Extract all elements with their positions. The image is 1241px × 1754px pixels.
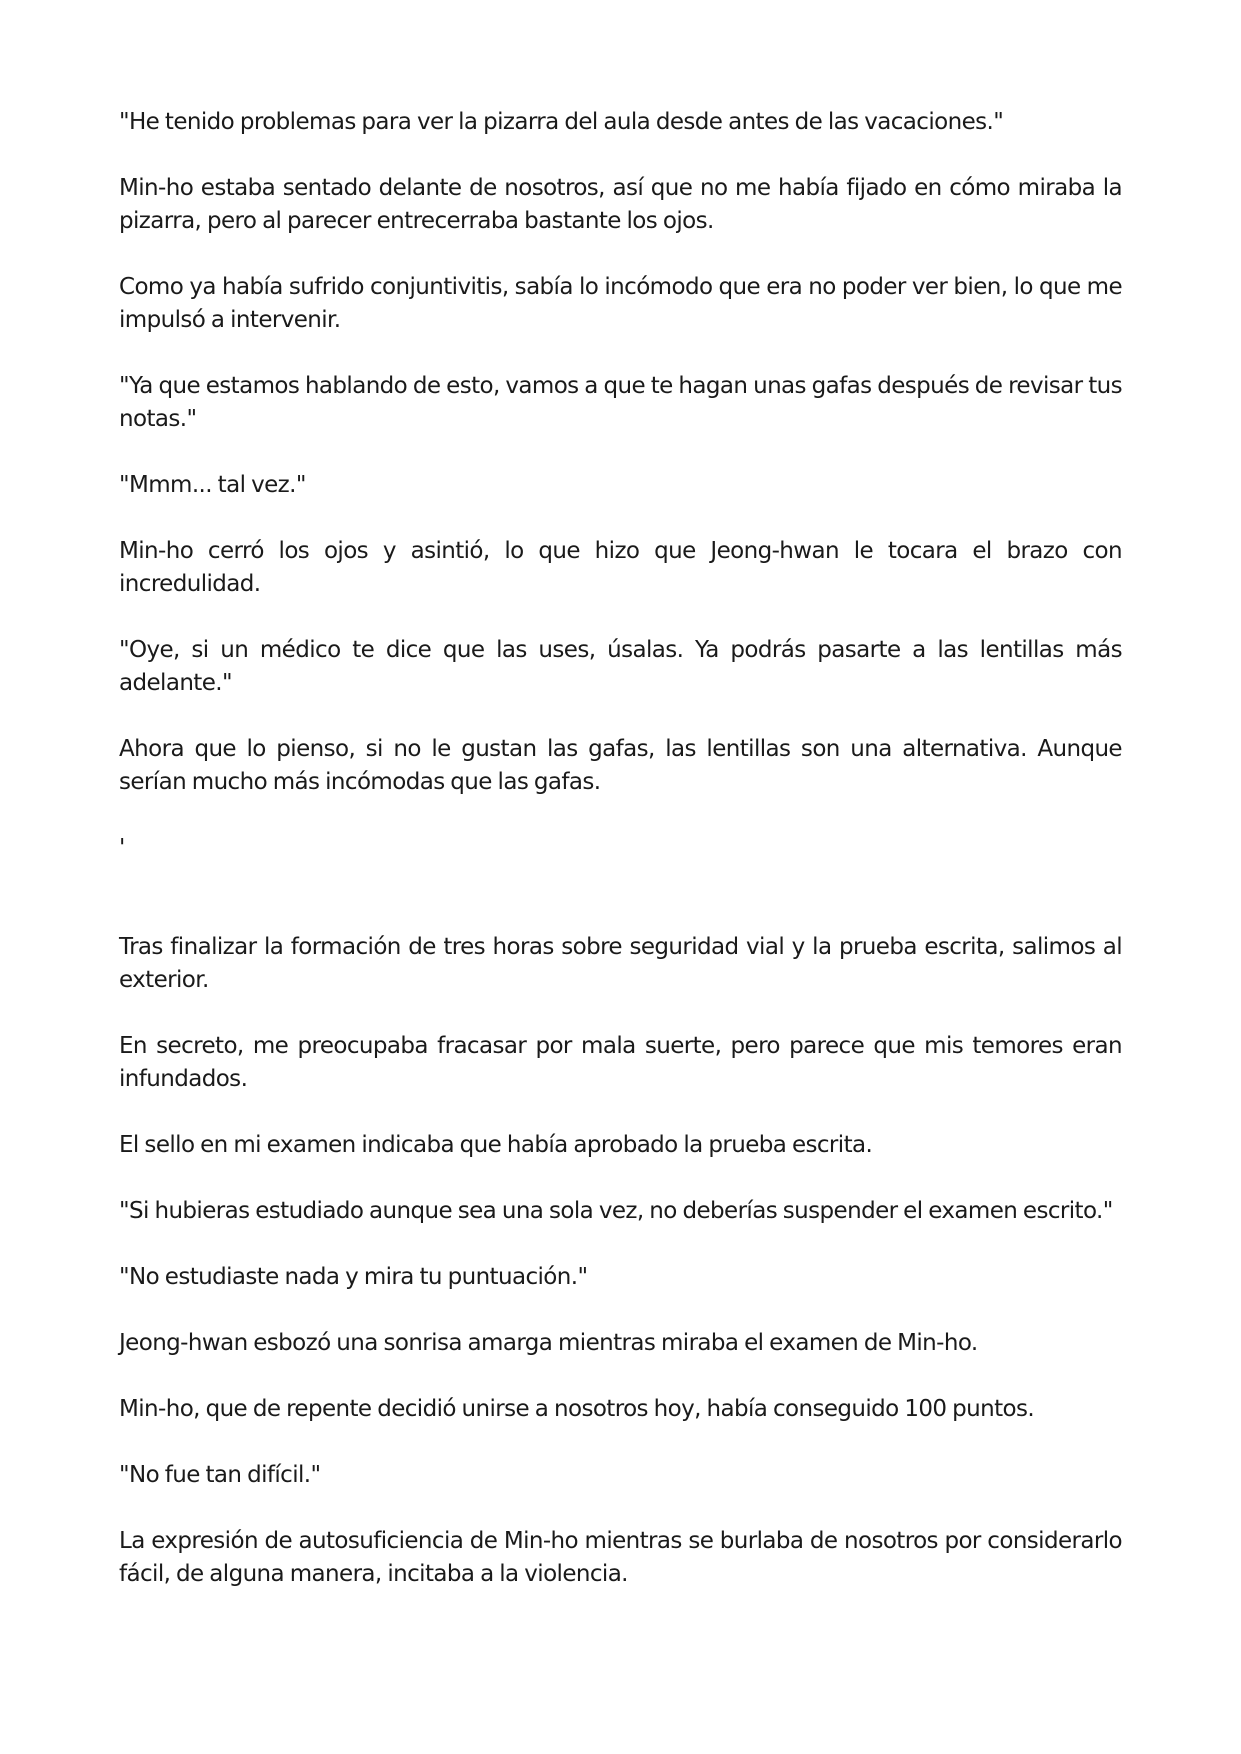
paragraph: Jeong-hwan esbozó una sonrisa amarga mientras miraba el examen de Min-ho.: [119, 1330, 978, 1356]
paragraph: El sello en mi examen indicaba que había aprobado la prueba escrita.: [119, 1132, 873, 1158]
paragraph: La expresión de autosuficiencia de Min-ho mientras se burlaba de nosotros por considerarlo fácil, de alguna manera, incitaba a la violencia.: [119, 1528, 1122, 1587]
paragraph: "No fue tan difícil.": [119, 1462, 321, 1488]
paragraph: "Oye, si un médico te dice que las uses, úsalas. Ya podrás pasarte a las lentillas más adelante.": [119, 637, 1122, 696]
scene-break-mark: ': [119, 835, 125, 861]
paragraph: Min-ho cerró los ojos y asintió, lo que hizo que Jeong-hwan le tocara el brazo con incredulidad.: [119, 538, 1122, 597]
paragraph: Tras finalizar la formación de tres horas sobre seguridad vial y la prueba escrita, salimos al exterior.: [119, 934, 1122, 993]
paragraph: "No estudiaste nada y mira tu puntuación.": [119, 1264, 588, 1290]
paragraph: "He tenido problemas para ver la pizarra del aula desde antes de las vacaciones.": [119, 109, 1004, 135]
paragraph: En secreto, me preocupaba fracasar por mala suerte, pero parece que mis temores eran infundados.: [119, 1033, 1122, 1092]
paragraph: Como ya había sufrido conjuntivitis, sabía lo incómodo que era no poder ver bien, lo que me impulsó a intervenir.: [119, 274, 1122, 333]
paragraph: "Mmm... tal vez.": [119, 472, 306, 498]
paragraph: Min-ho, que de repente decidió unirse a nosotros hoy, había conseguido 100 puntos.: [119, 1396, 1035, 1422]
paragraph: Ahora que lo pienso, si no le gustan las gafas, las lentillas son una alternativa. Aunque serían mucho más incómodas que las gafas.: [119, 736, 1122, 795]
paragraph: "Ya que estamos hablando de esto, vamos a que te hagan unas gafas después de revisar tus notas.": [119, 373, 1122, 432]
paragraph: "Si hubieras estudiado aunque sea una sola vez, no deberías suspender el examen escrito.": [119, 1198, 1113, 1224]
paragraph: Min-ho estaba sentado delante de nosotros, así que no me había fijado en cómo miraba la pizarra, pero al parecer entrecerraba bastante los ojos.: [119, 175, 1122, 234]
document-body: [119, 106, 1122, 1624]
